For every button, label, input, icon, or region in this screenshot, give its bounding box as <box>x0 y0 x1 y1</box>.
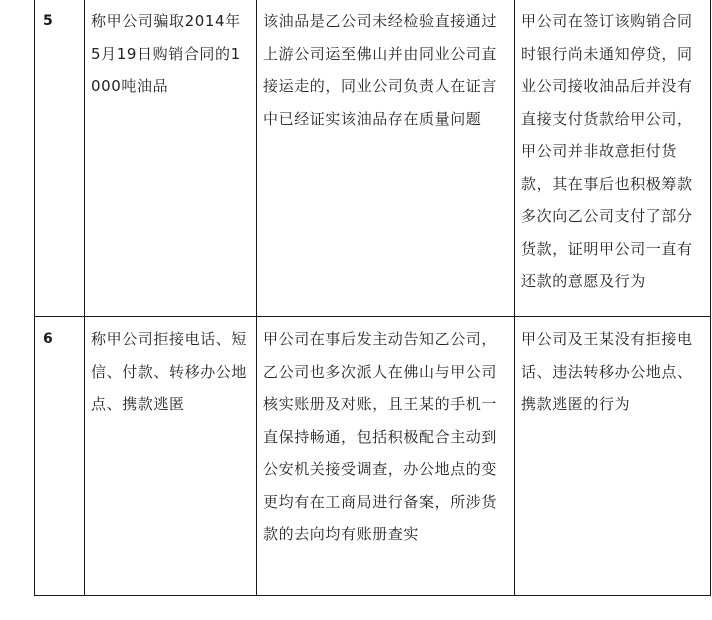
dispute-table <box>34 0 711 596</box>
table-row <box>35 0 711 317</box>
row-number: 5 <box>35 0 85 317</box>
fact-cell: 甲公司在事后发主动告知乙公司，乙公司也多次派人在佛山与甲公司核实账册及对账，且王某的手机一直保持畅通，包括积极配合主动到公安机关接受调查，办公地点的变更均有在工商局进行备案，所涉货款的去向均有账册查实 <box>257 317 515 596</box>
claim-cell: 称甲公司骗取2014年5月19日购销合同的1000吨油品 <box>85 0 257 317</box>
row-number: 6 <box>35 317 85 596</box>
conclusion-cell: 甲公司及王某没有拒接电话、违法转移办公地点、携款逃匿的行为 <box>515 317 711 596</box>
fact-cell: 该油品是乙公司未经检验直接通过上游公司运至佛山并由同业公司直接运走的，同业公司负责人在证言中已经证实该油品存在质量问题 <box>257 0 515 317</box>
table-row <box>35 317 711 596</box>
conclusion-cell: 甲公司在签订该购销合同时银行尚未通知停贷，同业公司接收油品后并没有直接支付货款给甲公司，甲公司并非故意拒付货款，其在事后也积极筹款多次向乙公司支付了部分货款，证明甲公司一直有还款的意愿及行为 <box>515 0 711 317</box>
claim-cell: 称甲公司拒接电话、短信、付款、转移办公地点、携款逃匿 <box>85 317 257 596</box>
